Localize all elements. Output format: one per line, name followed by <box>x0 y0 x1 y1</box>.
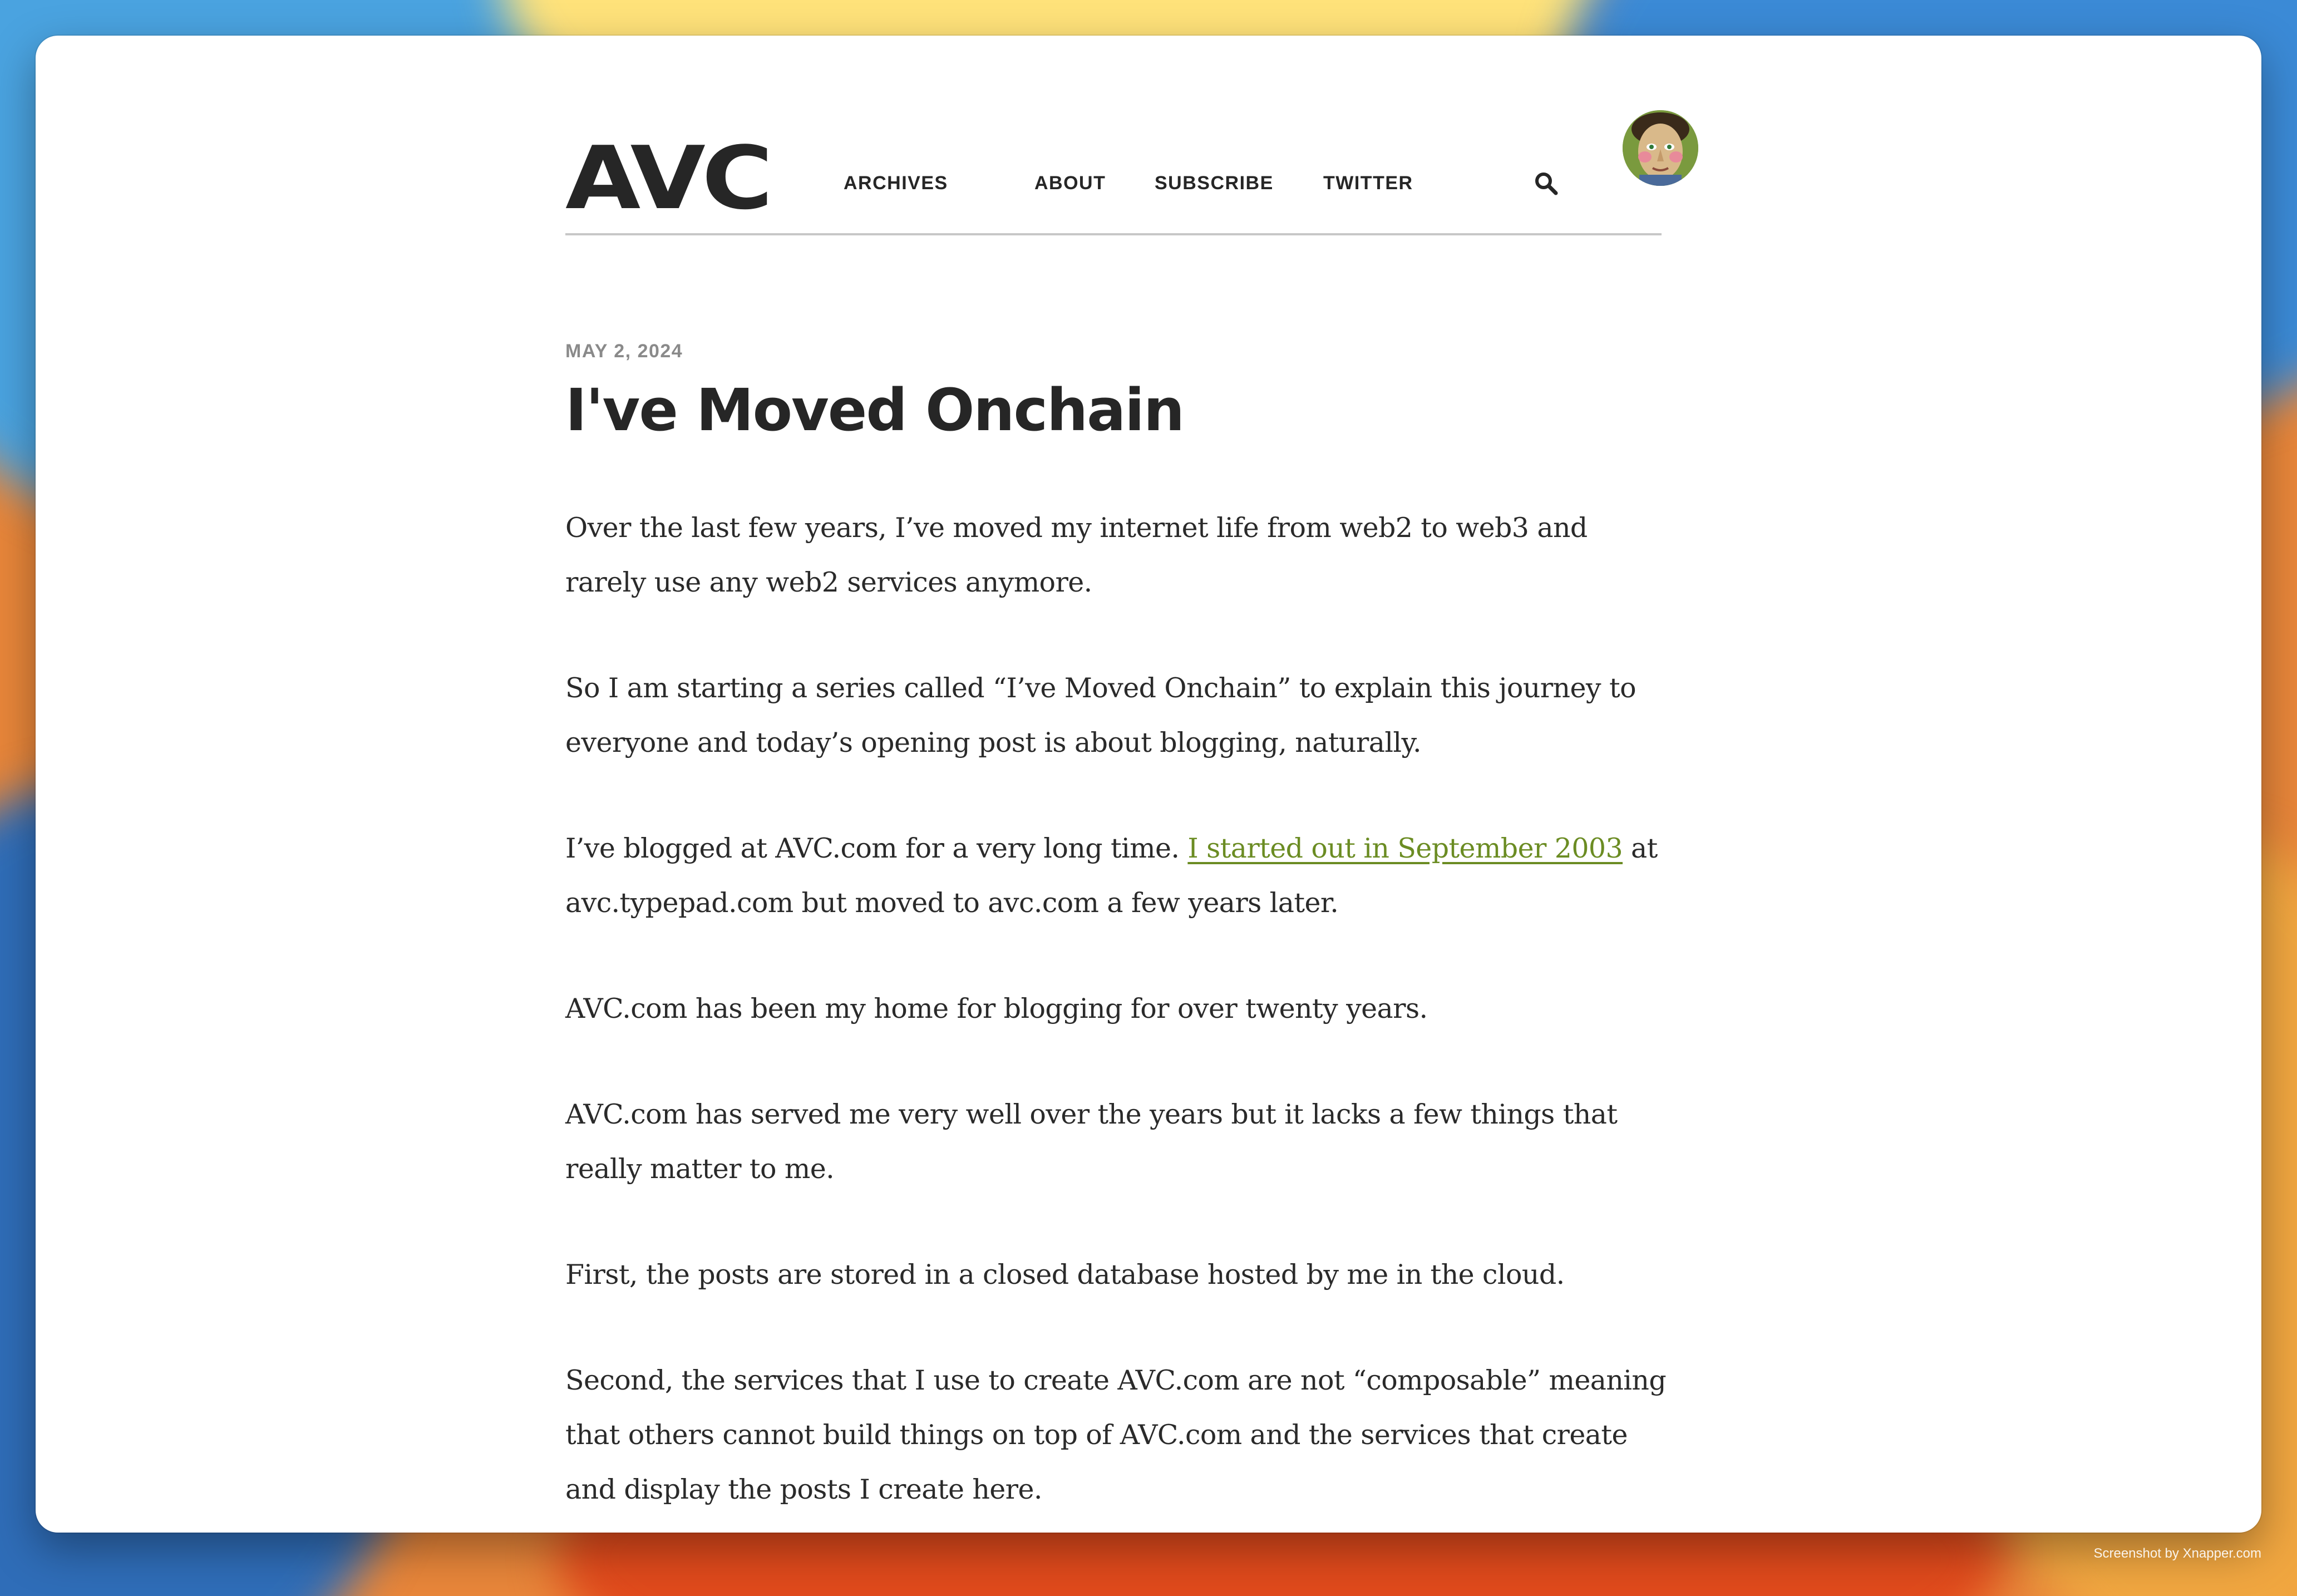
nav-archives[interactable]: ARCHIVES <box>844 173 948 194</box>
avatar[interactable] <box>1623 110 1698 186</box>
paragraph-text: at avc.typepad.com but moved to avc.com a few years later. <box>565 833 1658 919</box>
nav-twitter[interactable]: TWITTER <box>1323 173 1413 194</box>
site-logo[interactable]: AVC <box>565 127 770 229</box>
paragraph-with-link <box>565 821 1667 930</box>
paragraph: Second, the services that I use to create AVC.com are not “composable” meaning that others cannot build things on top of AVC.com and the services that create and display the posts I create here. <box>565 1365 1667 1505</box>
paragraph: So I am starting a series called “I’ve Moved Onchain” to explain this journey to everyone and today’s opening post is about blogging, naturally. <box>565 672 1636 758</box>
search-icon[interactable] <box>1534 171 1559 196</box>
paragraph-text: I’ve blogged at AVC.com for a very long time. <box>565 833 1188 864</box>
paragraph: Over the last few years, I’ve moved my internet life from web2 to web3 and rarely use any web2 services anymore. <box>565 512 1588 598</box>
site-header <box>565 36 1662 235</box>
paragraph: AVC.com has been my home for blogging for over twenty years. <box>565 993 1428 1024</box>
nav-subscribe[interactable]: SUBSCRIBE <box>1155 173 1274 194</box>
screenshot-watermark: Screenshot by Xnapper.com <box>2093 1546 2261 1561</box>
avatar-illustration <box>1623 110 1698 186</box>
paragraph: First, the posts are stored in a closed database hosted by me in the cloud. <box>565 1259 1565 1290</box>
paragraph: AVC.com has served me very well over the years but it lacks a few things that really matter to me. <box>565 1099 1618 1185</box>
post-date: MAY 2, 2024 <box>565 341 683 362</box>
post-title: I've Moved Onchain <box>565 376 1184 444</box>
nav-about[interactable]: ABOUT <box>1034 173 1106 194</box>
post-body <box>565 501 1667 1533</box>
started-out-link[interactable]: I started out in September 2003 <box>1187 833 1623 864</box>
browser-window <box>36 36 2261 1533</box>
